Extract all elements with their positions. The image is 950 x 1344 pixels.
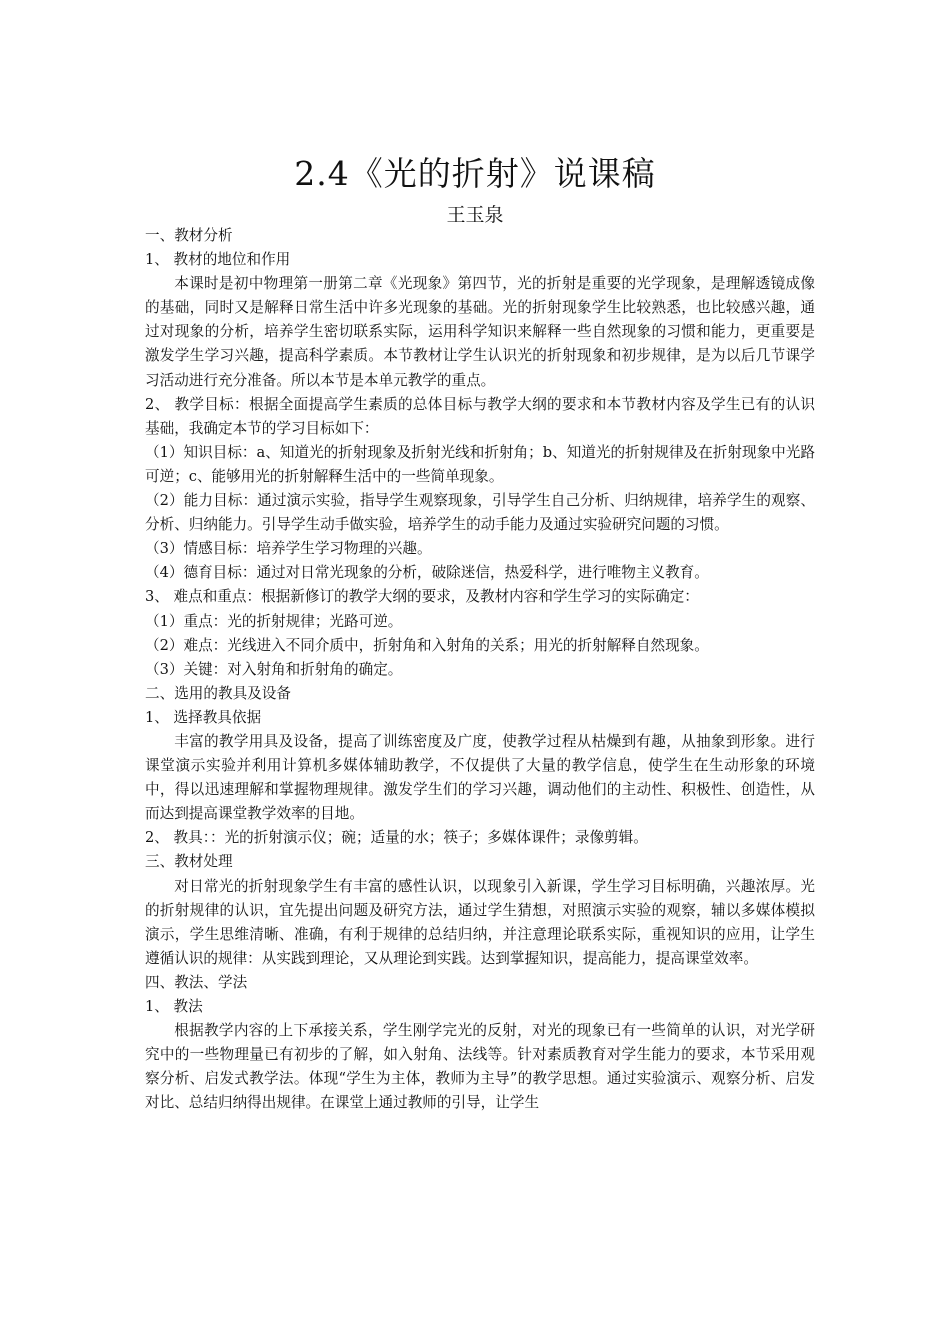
paragraph: 根据教学内容的上下承接关系，学生刚学完光的反射，对光的现象已有一些简单的认识，对光学研究中的一些物理量已有初步的了解，如入射角、法线等。针对素质教育对学生能力的要求，本节采用观察分析、启发式教学法。体现“学生为主体，教师为主导”的教学思想。通过实验演示、观察分析、启发对比、总结归纳得出规律。在课堂上通过教师的引导，让学生 [145,1022,815,1112]
paragraph: 2、 教学目标：根据全面提高学生素质的总体目标与教学大纲的要求和本节教材内容及学生已有的认识基础，我确定本节的学习目标如下： [145,395,815,437]
paragraph: 丰富的教学用具及设备，提高了训练密度及广度，使教学过程从枯燥到有趣，从抽象到形象。进行课堂演示实验并利用计算机多媒体辅助教学，不仅提供了大量的教学信息，使学生在生动形象的环境中，得以迅速理解和掌握物理规律。激发学生们的学习兴趣，调动他们的主动性、积极性、创造性，从而达到提高课堂教学效率的目地。 [145,732,815,823]
paragraph: 3、 难点和重点：根据新修订的教学大纲的要求，及教材内容和学生学习的实际确定： [145,588,699,606]
paragraph: 2、 教具：：光的折射演示仪；碗；适量的水；筷子；多媒体课件；录像剪辑。 [145,829,648,847]
paragraph: （4）德育目标：通过对日常光现象的分析，破除迷信，热爱科学，进行唯物主义教育。 [145,564,709,582]
paragraph: 二、选用的教具及设备 [145,684,291,702]
paragraph: 一、教材分析 [145,227,233,244]
document-body [145,224,815,1115]
paragraph: （1）重点：光的折射规律；光路可逆。 [145,612,403,630]
document-title: 2.4《光的折射》说课稿 [294,154,656,193]
paragraph: （2）能力目标：通过演示实验，指导学生观察现象，引导学生自己分析、归纳规律，培养学生的观察、分析、归纳能力。引导学生动手做实验，培养学生的动手能力及通过实验研究问题的习惯。 [145,492,815,534]
document-author: 王玉泉 [446,204,504,226]
paragraph: 对日常光的折射现象学生有丰富的感性认识，以现象引入新课，学生学习目标明确，兴趣浓厚。光的折射规律的认识，宜先提出问题及研究方法，通过学生猜想，对照演示实验的观察，辅以多媒体模拟演示，学生思维清晰、准确，有利于规律的总结归纳，并注意理论联系实际，重视知识的应用，让学生遵循认识的规律：从实践到理论，又从理论到实践。达到掌握知识，提高能力，提高课堂效率。 [145,877,815,967]
paragraph: （3）关键：对入射角和折射角的确定。 [145,660,403,678]
paragraph: （3）情感目标：培养学生学习物理的兴趣。 [145,540,432,558]
paragraph: 三、教材处理 [145,853,233,871]
paragraph: （2）难点：光线进入不同介质中，折射角和入射角的关系；用光的折射解释自然现象。 [145,636,709,654]
paragraph: 1、 教法 [145,998,203,1015]
paragraph: 1、 教材的地位和作用 [145,251,291,269]
paragraph: 本课时是初中物理第一册第二章《光现象》第四节，光的折射是重要的光学现象，是理解透镜成像的基础，同时又是解释日常生活中许多光现象的基础。光的折射现象学生比较熟悉，也比较感兴趣，通过对现象的分析，培养学生密切联系实际，运用科学知识来解释一些自然现象的习惯和能力，更重要是激发学生学习兴趣，提高科学素质。本节教材让学生认识光的折射现象和初步规律，是为以后几节课学习活动进行充分准备。所以本节是本单元教学的重点。 [145,275,815,389]
paragraph: 1、 选择教具依据 [145,708,262,726]
paragraph: （1）知识目标：a、知道光的折射现象及折射光线和折射角；b、知道光的折射规律及在折射现象中光路可逆；c、能够用光的折射解释生活中的一些简单现象。 [145,443,815,485]
paragraph: 四、教法、学法 [145,973,248,991]
